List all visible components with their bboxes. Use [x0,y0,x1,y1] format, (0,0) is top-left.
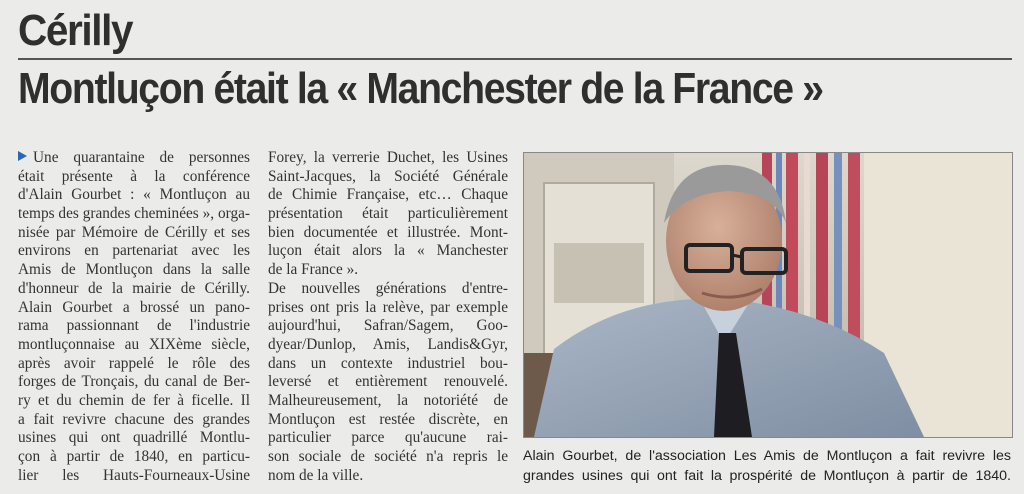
column-line: ry et du chemin de fer à ficelle. Il [18,391,250,409]
column-line: après avoir rappelé le rôle des [18,354,250,372]
column-line: d'Alain Gourbet : « Montluçon au [18,186,250,204]
kicker: Cérilly [18,6,133,55]
column-line: çon à partir de 1840, en particu- [18,448,250,465]
column-line: bien documentée et illustrée. Mont- [268,223,508,241]
column-line: Montluçon est restée discrète, en [268,410,508,428]
article-column-1 [18,149,250,485]
column-line: d'honneur de la mairie de Cérilly. [18,279,250,297]
column-line: nisée par Mémoire de Cérilly et ses [18,223,250,241]
column-line: luçon était alors la « Manchester [268,242,508,260]
column-line: Une quarantaine de personnes [18,149,250,168]
column-line: usines qui ont quadrillé Montlu- [18,429,250,447]
column-line: a fait revivre chacune des grandes [18,410,250,428]
column-line: lier les Hauts-Fourneaux-Usine [18,466,250,484]
column-line: Amis de Montluçon dans la salle [18,261,250,279]
column-line: rama passionnant de l'industrie [18,317,250,335]
column-line: leversé et entièrement renouvelé. [268,373,508,391]
column-line: montluçonnaise au XIXème siècle, [18,335,250,353]
column-line: nom de la ville. [268,466,364,484]
caption-line: Alain Gourbet, de l'association Les Amis de Montluçon a fait revivre les [523,448,1011,464]
photo-caption [523,446,1011,486]
portrait-illustration [524,153,1012,437]
headline: Montluçon était la « Manchester de la France » [18,64,823,113]
column-line: forges de Tronçais, du canal de Ber- [18,373,250,391]
column-line: aujourd'hui, Safran/Sagem, Goo- [268,317,508,335]
column-line: dans un contexte industriel bou- [268,354,508,372]
column-line: présentation était particulièrement [268,205,508,223]
caption-line: grandes usines qui ont fait la prospérité de Montluçon à partir de 1840. [523,468,1011,484]
column-line: son sociale de société n'a repris le [268,448,508,465]
article-photo [523,152,1013,438]
column-line: temps des grandes cheminées », orga- [18,205,250,223]
column-line: Saint-Jacques, la Société Générale [268,167,508,185]
column-line: dyear/Dunlop, Amis, Landis&Gyr, [268,335,508,353]
column-line: environs en partenariat avec les [18,242,250,260]
column-line: De nouvelles générations d'entre- [268,279,508,297]
article-column-2 [268,149,508,485]
headline-rule [18,58,1012,60]
bullet-arrow-icon [18,151,27,161]
column-line: de la France ». [268,261,359,279]
column-line: était présente à la conférence [18,167,250,185]
column-line: Forey, la verrerie Duchet, les Usines [268,149,508,166]
column-line: Malheureusement, la notoriété de [268,391,508,409]
column-line: prises ont pris la relève, par exemple [268,298,508,316]
column-line: Alain Gourbet a brossé un pano- [18,298,250,316]
column-line: particulier parce qu'aucune rai- [268,429,508,447]
column-line: de Chimie Française, etc… Chaque [268,186,508,204]
